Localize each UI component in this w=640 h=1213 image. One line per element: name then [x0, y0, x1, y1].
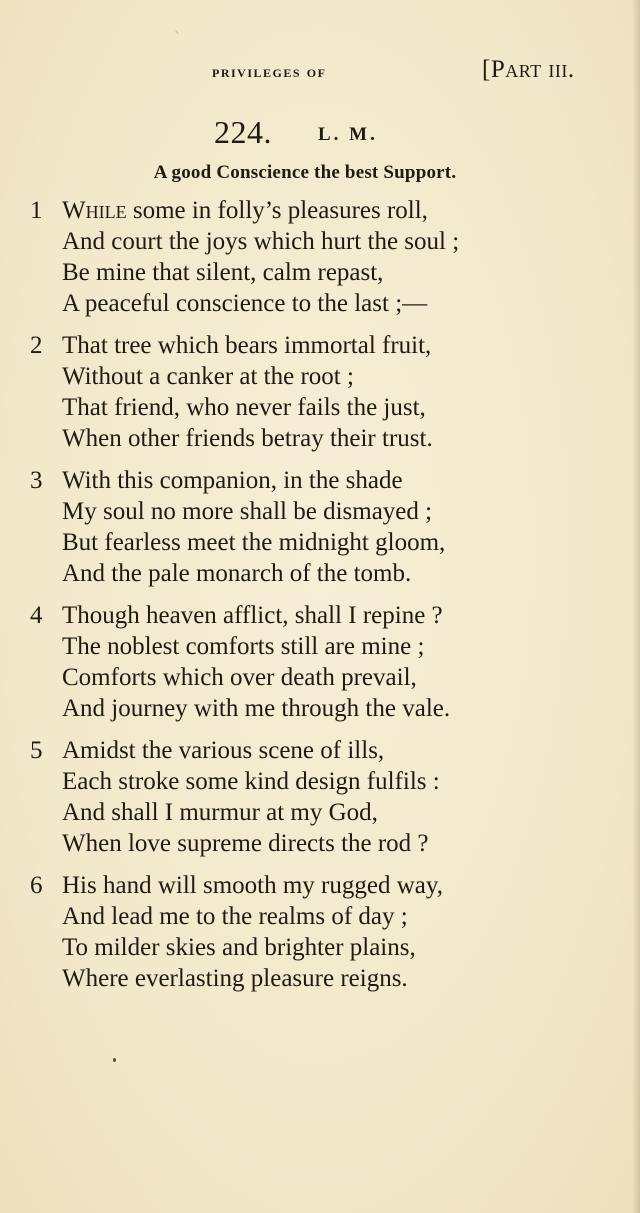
- verse-number: 3: [30, 467, 43, 494]
- hymn-number: 224.: [214, 114, 272, 150]
- verse-2: [30, 330, 620, 454]
- verse-line: Amidst the various scene of ills,: [62, 737, 385, 764]
- verse-line: Though heaven afflict, shall I repine ?: [62, 602, 443, 629]
- verse-1: [30, 195, 620, 319]
- verse-line: My soul no more shall be dismayed ;: [62, 498, 433, 525]
- verse-number: 4: [30, 602, 43, 629]
- hymn-subtitle: A good Conscience the best Support.: [153, 162, 457, 183]
- verse-line: Without a canker at the root ;: [62, 363, 354, 390]
- verse-line: And the pale monarch of the tomb.: [62, 560, 412, 587]
- verse-5: [30, 735, 620, 859]
- verse-line: That friend, who never fails the just,: [62, 394, 426, 421]
- paper-mark: [175, 31, 178, 35]
- verse-first-word: While: [62, 197, 127, 224]
- verse-line: Be mine that silent, calm repast,: [62, 259, 384, 286]
- verse-number: 6: [30, 872, 43, 899]
- verse-line: The noblest comforts still are mine ;: [62, 633, 425, 660]
- page-edge-shadow: [632, 0, 640, 1213]
- verse-line: Comforts which over death prevail,: [62, 664, 417, 691]
- verse-6: [30, 870, 620, 994]
- running-head: [0, 58, 640, 88]
- running-head-title: privileges of: [212, 62, 327, 81]
- verse-3: [30, 465, 620, 589]
- hymn-heading: [0, 114, 640, 154]
- verse-line: And lead me to the realms of day ;: [62, 903, 408, 930]
- running-head-part: [Part iii.: [482, 56, 575, 83]
- verse-4: [30, 600, 620, 724]
- verse-line: That tree which bears immortal fruit,: [62, 332, 432, 359]
- hymn-meter: L. M.: [318, 124, 378, 145]
- verse-line: A peaceful conscience to the last ;—: [62, 290, 428, 317]
- verse-line: Where everlasting pleasure reigns.: [62, 965, 408, 992]
- verse-number: 5: [30, 737, 43, 764]
- verse-line: Each stroke some kind design fulfils :: [62, 768, 440, 795]
- ink-speck: [113, 1058, 116, 1062]
- verse-line: With this companion, in the shade: [62, 467, 403, 494]
- verse-line: And court the joys which hurt the soul ;: [62, 228, 460, 255]
- verse-line: To milder skies and brighter plains,: [62, 934, 416, 961]
- verse-line: His hand will smooth my rugged way,: [62, 872, 443, 899]
- verse-line: [62, 195, 620, 226]
- verse-number: 2: [30, 332, 43, 359]
- verse-line: When love supreme directs the rod ?: [62, 830, 429, 857]
- hymn-verses: [30, 195, 620, 1005]
- verse-line: When other friends betray their trust.: [62, 425, 433, 452]
- verse-line-rest: some in folly’s pleasures roll,: [126, 197, 428, 224]
- verse-line: But fearless meet the midnight gloom,: [62, 529, 446, 556]
- verse-number: 1: [30, 197, 43, 224]
- verse-line: And journey with me through the vale.: [62, 695, 451, 722]
- verse-line: And shall I murmur at my God,: [62, 799, 378, 826]
